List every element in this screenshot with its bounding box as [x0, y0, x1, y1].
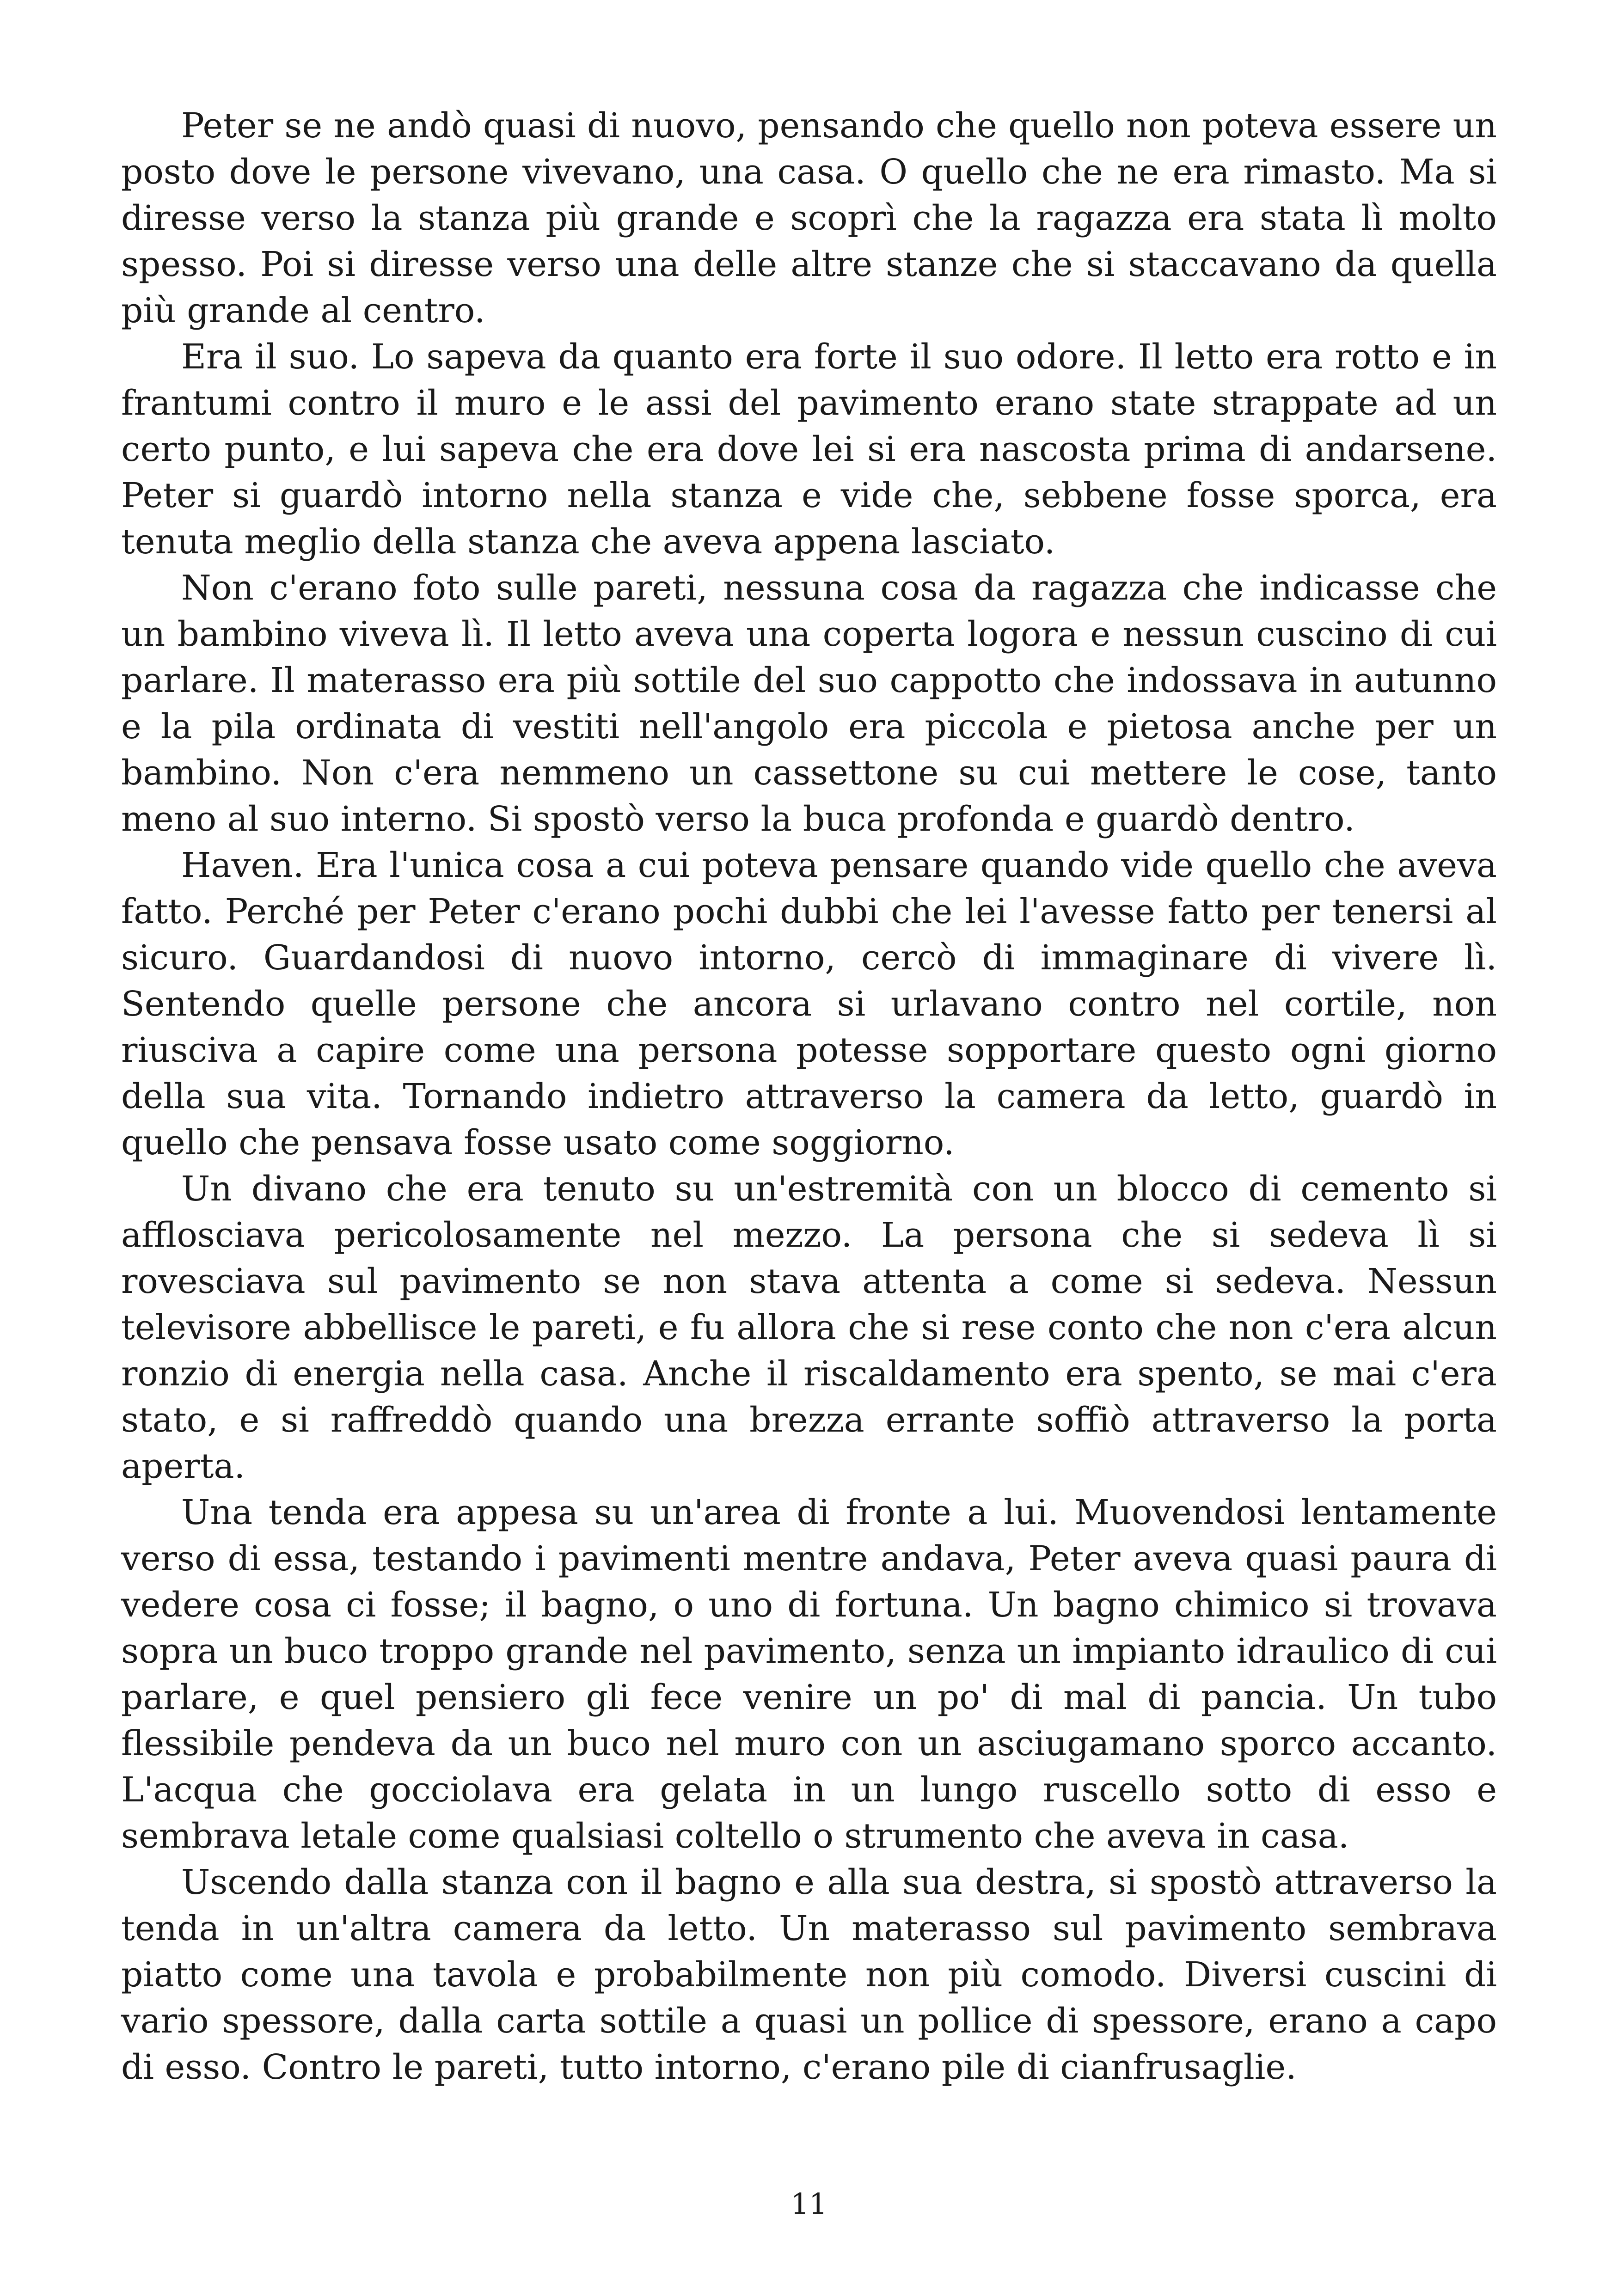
body-text: [121, 103, 1497, 2090]
paragraph: Un divano che era tenuto su un'estremità con un blocco di cemento si afflosciava pericolosamente nel mezzo. La persona che si sedeva lì si rovesciava sul pavimento se non stava attenta a come si sedeva. Nessun televisore abbellisce le pareti, e fu allora che si rese conto che non c'era alcun ronzio di energia nella casa. Anche il riscaldamento era spento, se mai c'era stato, e si raffreddò quando una brezza errante soffiò attraverso la porta aperta.: [121, 1169, 1497, 1486]
paragraph: Peter se ne andò quasi di nuovo, pensando che quello non poteva essere un posto dove le persone vivevano, una casa. O quello che ne era rimasto. Ma si diresse verso la stanza più grande e scoprì che la ragazza era stata lì molto spesso. Poi si diresse verso una delle altre stanze che si staccavano da quella più grande al centro.: [121, 106, 1497, 331]
paragraph: Non c'erano foto sulle pareti, nessuna cosa da ragazza che indicasse che un bambino viveva lì. Il letto aveva una coperta logora e nessun cuscino di cui parlare. Il materasso era più sottile del suo cappotto che indossava in autunno e la pila ordinata di vestiti nell'angolo era piccola e pietosa anche per un bambino. Non c'era nemmeno un cassettone su cui mettere le cose, tanto meno al suo interno. Si spostò verso la buca profonda e guardò dentro.: [121, 568, 1497, 839]
paragraph: Una tenda era appesa su un'area di fronte a lui. Muovendosi lentamente verso di essa, testando i pavimenti mentre andava, Peter aveva quasi paura di vedere cosa ci fosse; il bagno, o uno di fortuna. Un bagno chimico si trovava sopra un buco troppo grande nel pavimento, senza un impianto idraulico di cui parlare, e quel pensiero gli fece venire un po' di mal di pancia. Un tubo flessibile pendeva da un buco nel muro con un asciugamano sporco accanto. L'acqua che gocciolava era gelata in un lungo ruscello sotto di esso e sembrava letale come qualsiasi coltello o strumento che aveva in casa.: [121, 1493, 1497, 1856]
page-number: 11: [791, 2187, 827, 2221]
paragraph: Haven. Era l'unica cosa a cui poteva pensare quando vide quello che aveva fatto. Perché per Peter c'erano pochi dubbi che lei l'avesse fatto per tenersi al sicuro. Guardandosi di nuovo intorno, cercò di immaginare di vivere lì. Sentendo quelle persone che ancora si urlavano contro nel cortile, non riusciva a capire come una persona potesse sopportare questo ogni giorno della sua vita. Tornando indietro attraverso la camera da letto, guardò in quello che pensava fosse usato come soggiorno.: [121, 845, 1497, 1163]
paragraph: Era il suo. Lo sapeva da quanto era forte il suo odore. Il letto era rotto e in frantumi contro il muro e le assi del pavimento erano state strappate ad un certo punto, e lui sapeva che era dove lei si era nascosta prima di andarsene. Peter si guardò intorno nella stanza e vide che, sebbene fosse sporca, era tenuta meglio della stanza che aveva appena lasciato.: [121, 337, 1497, 562]
paragraph: Uscendo dalla stanza con il bagno e alla sua destra, si spostò attraverso la tenda in un'altra camera da letto. Un materasso sul pavimento sembrava piatto come una tavola e probabilmente non più comodo. Diversi cuscini di vario spessore, dalla carta sottile a quasi un pollice di spessore, erano a capo di esso. Contro le pareti, tutto intorno, c'erano pile di cianfrusaglie.: [121, 1862, 1497, 2087]
